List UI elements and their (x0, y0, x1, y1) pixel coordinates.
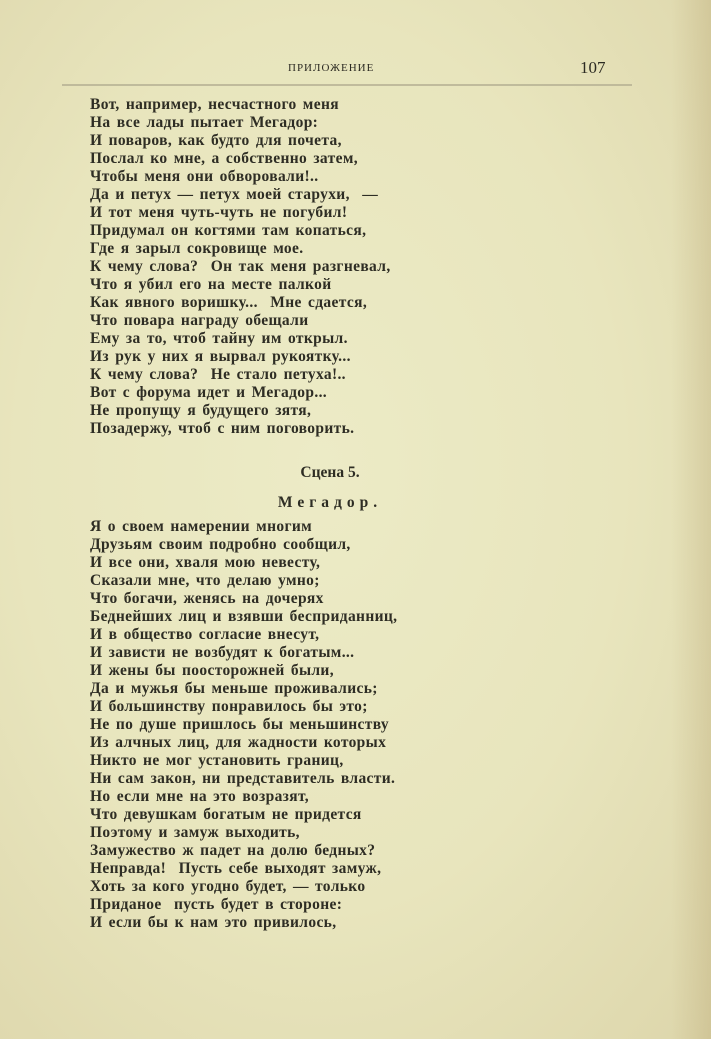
verse-block-1 (90, 96, 391, 438)
verse-line: Вот, например, несчастного меня (90, 96, 339, 113)
verse-line: Да и петух — петух моей старухи, — (90, 186, 379, 203)
verse-line: Неправда! Пусть себе выходят замуж, (90, 860, 382, 877)
verse-line: Хоть за кого угодно будет, — только (90, 878, 366, 895)
verse-line: Поэтому и замуж выходить, (90, 824, 300, 841)
verse-line: Из рук у них я вырвал рукоятку... (90, 348, 351, 365)
verse-line: Что я убил его на месте палкой (90, 276, 332, 293)
verse-line: Никто не мог установить границ, (90, 752, 344, 769)
verse-line: К чему слова? Он так меня разгневал, (90, 258, 391, 275)
verse-line: К чему слова? Не стало петуха!.. (90, 366, 346, 383)
verse-line: Да и мужья бы меньше проживались; (90, 680, 378, 697)
verse-line: Что девушкам богатым не придется (90, 806, 362, 823)
verse-line: Чтобы меня они обворовали!.. (90, 168, 319, 185)
verse-line: Но если мне на это возразят, (90, 788, 310, 805)
verse-block-2 (90, 518, 397, 932)
verse-line: И большинству понравилось бы это; (90, 698, 368, 715)
verse-line: И жены бы поосторожней были, (90, 662, 334, 679)
verse-line: Сказали мне, что делаю умно; (90, 572, 320, 589)
verse-line: Придумал он когтями там копаться, (90, 222, 367, 239)
verse-line: Что богачи, женясь на дочерях (90, 590, 324, 607)
verse-line: Не по душе пришлось бы меньшинству (90, 716, 389, 733)
speaker-name: Мегадор. (277, 494, 383, 511)
verse-line: На все лады пытает Мегадор: (90, 114, 319, 131)
verse-line: Послал ко мне, а собственно затем, (90, 150, 358, 167)
verse-line: И если бы к нам это привилось, (90, 914, 337, 931)
verse-line: Ему за то, чтоб тайну им открыл. (90, 330, 348, 347)
verse-line: И все они, хваля мою невесту, (90, 554, 321, 571)
verse-line: Что повара награду обещали (90, 312, 309, 329)
verse-line: Беднейших лиц и взявши бесприданниц, (90, 608, 398, 625)
verse-line: Приданое пусть будет в стороне: (90, 896, 343, 913)
verse-line: И зависти не возбудят к богатым... (90, 644, 355, 661)
verse-line: Друзьям своим подробно сообщил, (90, 536, 351, 553)
verse-line: Я о своем намерении многим (90, 518, 313, 535)
verse-line: И в общество согласие внесут, (90, 626, 320, 643)
verse-line: Ни сам закон, ни представитель власти. (90, 770, 396, 787)
running-title: ПРИЛОЖЕНИЕ (288, 62, 375, 74)
verse-line: Не пропущу я будущего зятя, (90, 402, 312, 419)
verse-line: Позадержу, чтоб с ним поговорить. (90, 420, 355, 437)
page-number: 107 (580, 58, 606, 77)
verse-line: И тот меня чуть-чуть не погубил! (90, 204, 348, 221)
page-edge-shadow (671, 0, 711, 1039)
page-header (0, 58, 711, 78)
header-rule (62, 84, 632, 86)
scene-title: Сцена 5. (300, 464, 360, 481)
verse-line: Замужество ж падет на долю бедных? (90, 842, 376, 859)
verse-line: Из алчных лиц, для жадности которых (90, 734, 387, 751)
verse-line: Как явного воришку... Мне сдается, (90, 294, 368, 311)
verse-line: Где я зарыл сокровище мое. (90, 240, 304, 257)
verse-line: И поваров, как будто для почета, (90, 132, 342, 149)
verse-line: Вот с форума идет и Мегадор... (90, 384, 328, 401)
